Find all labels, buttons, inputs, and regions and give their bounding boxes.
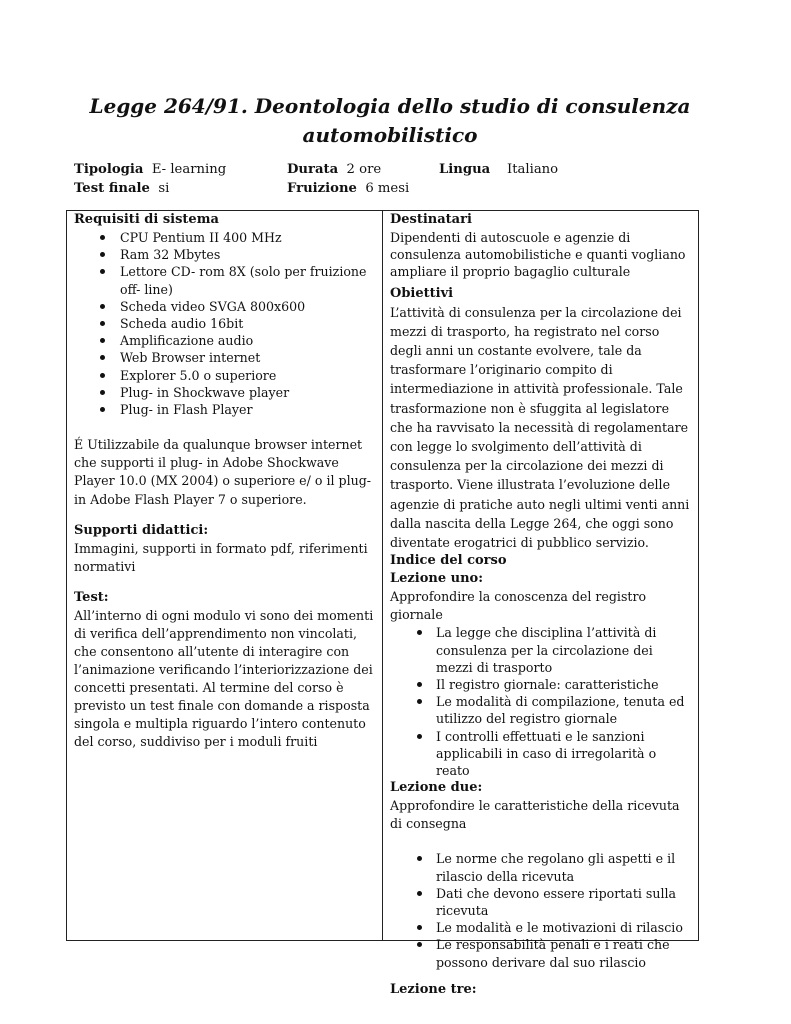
list-item: Plug- in Flash Player <box>74 401 376 418</box>
meta-durata <box>287 160 381 179</box>
fruizione-value: 6 mesi <box>365 181 410 196</box>
lezione-due-heading: Lezione due: <box>390 780 483 796</box>
requisiti-heading: Requisiti di sistema <box>74 212 219 227</box>
test-text: All’interno di ogni modulo vi sono dei momenti di verifica dell’apprendimento non vincolati, che consentono all’utente di interagire con l’animazione verificando l’interiorizzazione dei concetti presentati. Al termine del corso è previsto un test finale con domande a risposta singola e multipla riguardo l’intero contenuto del corso, suddiviso per i moduli fruiti <box>74 607 374 750</box>
meta-test-finale <box>74 179 169 198</box>
indice-heading: Indice del corso <box>390 553 507 569</box>
tipologia-label: Tipologia <box>74 162 144 177</box>
destinatari-text: Dipendenti di autoscuole e agenzie di consulenza automobilistiche e quanti vogliano ampliare il proprio bagaglio culturale <box>390 230 686 280</box>
lezione-uno-heading: Lezione uno: <box>390 571 484 587</box>
list-item: Lettore CD- rom 8X (solo per fruizione off- line) <box>74 263 376 297</box>
test-heading: Test: <box>74 589 109 605</box>
lezione-uno-list <box>390 624 690 779</box>
destinatari-heading: Destinatari <box>390 212 472 227</box>
list-item: Scheda video SVGA 800x600 <box>74 298 376 315</box>
list-item: Ram 32 Mbytes <box>74 246 376 263</box>
list-item: I controlli effettuati e le sanzioni applicabili in caso di irregolarità o reato <box>390 728 690 780</box>
meta-tipologia <box>74 160 226 179</box>
list-item: Explorer 5.0 o superiore <box>74 367 376 384</box>
list-item: CPU Pentium II 400 MHz <box>74 229 376 246</box>
test-finale-value: si <box>158 181 170 196</box>
obiettivi-text: L’attività di consulenza per la circolazione dei mezzi di trasporto, ha registrato nel corso degli anni un costante evolvere, tale da trasformare l’originario compito di intermediazione in attività professionale. Tale trasformazione non è sfuggita al legislatore che ha ravvisato la necessità di regolamentare con legge lo svolgimento dell’attività di consulenza per la circolazione dei mezzi di trasporto. Viene illustrata l’evoluzione delle agenzie di pratiche auto negli ultimi venti anni dalla nascita della Legge 264, che oggi sono diventate erogatrici di pubblico servizio. <box>390 304 690 551</box>
meta-fruizione <box>287 179 409 198</box>
durata-value: 2 ore <box>346 162 382 177</box>
list-item: Scheda audio 16bit <box>74 315 376 332</box>
tipologia-value: E- learning <box>151 162 227 177</box>
list-item: La legge che disciplina l’attività di consulenza per la circolazione dei mezzi di trasporto <box>390 624 690 676</box>
fruizione-label: Fruizione <box>287 181 357 196</box>
list-item: Il registro giornale: caratteristiche <box>390 676 690 693</box>
browser-note: É Utilizzabile da qualunque browser internet che supporti il plug- in Adobe Shockwave Player 10.0 (MX 2004) o superiore e/ o il plug- in Adobe Flash Player 7 o superiore. <box>74 437 372 507</box>
durata-label: Durata <box>287 162 339 177</box>
meta-lingua <box>439 160 558 179</box>
list-item: Le norme che regolano gli aspetti e il rilascio della ricevuta <box>390 850 690 884</box>
column-divider <box>382 210 383 941</box>
requisiti-list <box>74 229 376 418</box>
supporti-text: Immagini, supporti in formato pdf, riferimenti normativi <box>74 540 368 574</box>
test-finale-label: Test finale <box>74 181 150 196</box>
lezione-tre-heading: Lezione tre: <box>390 981 477 997</box>
lingua-label: Lingua <box>439 162 491 177</box>
supporti-heading: Supporti didattici: <box>74 522 209 538</box>
lezione-due-text: Approfondire le caratteristiche della ricevuta di consegna <box>390 798 680 832</box>
lezione-due-list <box>390 850 690 970</box>
lezione-uno-text: Approfondire la conoscenza del registro giornale <box>390 589 647 623</box>
obiettivi-heading: Obiettivi <box>390 285 454 301</box>
page-title: Legge 264/91. Deontologia dello studio di consulenza automobilistico <box>89 94 691 147</box>
list-item: Le modalità di compilazione, tenuta ed utilizzo del registro giornale <box>390 693 690 727</box>
list-item: Dati che devono essere riportati sulla ricevuta <box>390 885 690 919</box>
list-item: Plug- in Shockwave player <box>74 384 376 401</box>
left-column <box>74 211 376 752</box>
list-item: Le responsabilità penali e i reati che possono derivare dal suo rilascio <box>390 936 690 970</box>
right-column <box>390 211 690 999</box>
lingua-value: Italiano <box>507 162 559 177</box>
list-item: Le modalità e le motivazioni di rilascio <box>390 919 690 936</box>
list-item: Web Browser internet <box>74 349 376 366</box>
list-item: Amplificazione audio <box>74 332 376 349</box>
